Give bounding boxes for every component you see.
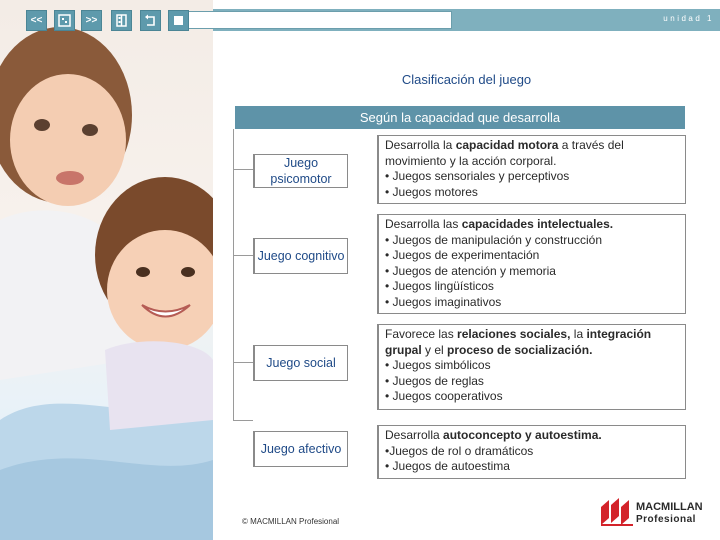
list-item: • Juegos de manipulación y construcción	[385, 232, 602, 247]
description-psicomotor	[377, 135, 686, 204]
logo-mark-icon	[600, 497, 634, 527]
children-illustration	[0, 0, 213, 540]
logo-wordmark: MACMILLAN	[636, 501, 703, 513]
home-icon	[58, 14, 71, 27]
macmillan-logo	[600, 497, 705, 529]
list-item: • Juegos imaginativos	[385, 294, 502, 309]
page-title: Clasificación del juego	[401, 72, 532, 87]
return-button[interactable]	[140, 10, 161, 31]
row-connector	[233, 420, 253, 421]
next-button[interactable]	[81, 10, 102, 31]
row-connector	[233, 255, 253, 256]
title-field	[180, 11, 452, 29]
top-toolbar	[0, 0, 720, 40]
list-item: • Juegos motores	[385, 184, 478, 199]
category-social	[253, 345, 348, 381]
list-item: • Juegos de autoestima	[385, 459, 510, 473]
subtype-list	[385, 233, 679, 311]
home-button[interactable]	[54, 10, 75, 31]
forward-icon: >>	[85, 15, 98, 26]
description-social	[377, 324, 686, 410]
category-label: Juego social	[266, 356, 336, 370]
index-icon	[115, 14, 128, 27]
list-item: • Juegos de reglas	[385, 373, 484, 388]
category-psicomotor	[253, 154, 348, 188]
index-button[interactable]	[111, 10, 132, 31]
stop-icon	[172, 14, 185, 27]
category-label: Juego psicomotor	[270, 156, 332, 186]
subtype-list	[385, 169, 679, 200]
category-cognitivo	[253, 238, 348, 274]
previous-button[interactable]	[26, 10, 47, 31]
list-item: • Juegos sensoriales y perceptivos	[385, 169, 570, 183]
list-item: • Juegos simbólicos	[385, 358, 491, 372]
description-text: Favorece las relaciones sociales, la integración grupal y el proceso de socialización.	[385, 327, 652, 357]
list-item: • Juegos lingüísticos	[385, 279, 494, 293]
description-cognitivo	[377, 214, 686, 314]
list-item: • Juegos de atención y memoria	[385, 263, 556, 278]
subtype-list	[385, 358, 679, 405]
table-header: Según la capacidad que desarrolla	[235, 106, 685, 129]
return-icon	[144, 14, 157, 27]
subtype-list	[385, 444, 679, 475]
tree-spine	[233, 129, 234, 421]
description-text: Desarrolla las capacidades intelectuales.	[385, 217, 614, 231]
unit-label: unidad 1	[663, 14, 714, 23]
description-afectivo	[377, 425, 686, 479]
list-item: • Juegos cooperativos	[385, 389, 503, 403]
description-text: Desarrolla autoconcepto y autoestima.	[385, 428, 602, 442]
row-connector	[233, 169, 253, 170]
list-item: •Juegos de rol o dramáticos	[385, 443, 534, 458]
stop-button[interactable]	[168, 10, 189, 31]
logo-subtitle: Profesional	[636, 514, 696, 525]
back-icon: <<	[30, 15, 43, 26]
row-connector	[233, 362, 253, 363]
children-photo	[0, 0, 213, 540]
description-text: Desarrolla la capacidad motora a través del movimiento y la acción corporal.	[385, 138, 624, 168]
copyright-notice: © MACMILLAN Profesional	[242, 517, 340, 526]
category-label: Juego cognitivo	[257, 249, 345, 263]
category-label: Juego afectivo	[260, 442, 342, 456]
category-afectivo	[253, 431, 348, 467]
list-item: • Juegos de experimentación	[385, 248, 540, 262]
